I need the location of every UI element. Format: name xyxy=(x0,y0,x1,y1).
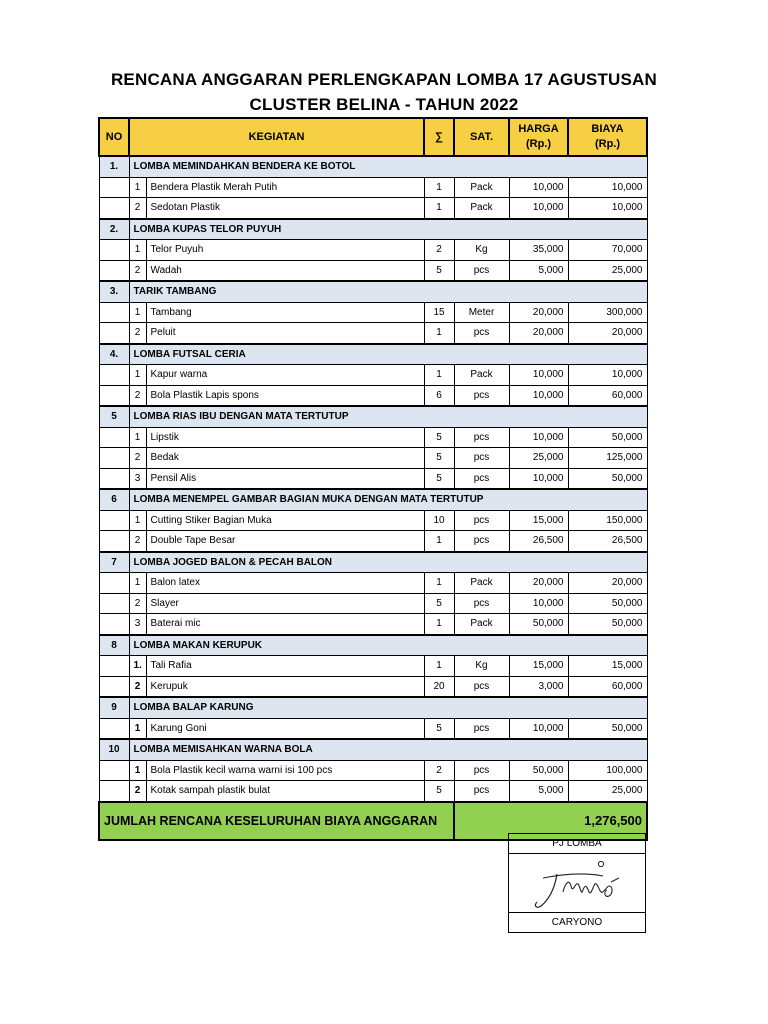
section-row xyxy=(99,489,647,510)
item-name: Kapur warna xyxy=(146,365,424,386)
item-row xyxy=(99,427,647,448)
section-row xyxy=(99,219,647,240)
item-cost: 20,000 xyxy=(568,573,647,594)
item-qty: 5 xyxy=(424,781,454,802)
item-cost: 60,000 xyxy=(568,385,647,406)
item-row xyxy=(99,198,647,219)
item-number: 1 xyxy=(129,177,146,198)
item-row xyxy=(99,781,647,802)
handwritten-signature xyxy=(523,856,633,912)
item-unit: pcs xyxy=(454,323,509,344)
item-price: 10,000 xyxy=(509,593,568,614)
item-name: Bola Plastik kecil warna warni isi 100 pcs xyxy=(146,760,424,781)
item-price: 10,000 xyxy=(509,427,568,448)
item-qty: 5 xyxy=(424,427,454,448)
header-sat: SAT. xyxy=(454,118,509,156)
item-price: 50,000 xyxy=(509,614,568,635)
item-spacer xyxy=(99,448,129,469)
section-number: 9 xyxy=(99,697,129,718)
item-spacer xyxy=(99,531,129,552)
item-name: Double Tape Besar xyxy=(146,531,424,552)
item-number: 2 xyxy=(129,531,146,552)
item-cost: 26,500 xyxy=(568,531,647,552)
item-row xyxy=(99,365,647,386)
section-row xyxy=(99,344,647,365)
section-number: 8 xyxy=(99,635,129,656)
section-row xyxy=(99,552,647,573)
item-spacer xyxy=(99,760,129,781)
table-header-row xyxy=(99,118,647,156)
item-spacer xyxy=(99,260,129,281)
item-cost: 50,000 xyxy=(568,593,647,614)
item-unit: Pack xyxy=(454,365,509,386)
item-unit: Kg xyxy=(454,656,509,677)
item-qty: 2 xyxy=(424,240,454,261)
item-cost: 100,000 xyxy=(568,760,647,781)
header-qty: ∑ xyxy=(424,118,454,156)
item-spacer xyxy=(99,781,129,802)
item-price: 10,000 xyxy=(509,198,568,219)
item-name: Bedak xyxy=(146,448,424,469)
total-value: 1,276,500 xyxy=(454,802,647,840)
item-spacer xyxy=(99,365,129,386)
section-row xyxy=(99,739,647,760)
item-unit: Pack xyxy=(454,198,509,219)
budget-table xyxy=(98,117,648,841)
signature-name: CARYONO xyxy=(509,912,645,932)
header-harga-line1: HARGA xyxy=(518,123,559,135)
item-cost: 50,000 xyxy=(568,718,647,739)
item-unit: pcs xyxy=(454,427,509,448)
header-kegiatan: KEGIATAN xyxy=(129,118,424,156)
item-price: 10,000 xyxy=(509,177,568,198)
item-qty: 1 xyxy=(424,323,454,344)
item-number: 2 xyxy=(129,448,146,469)
item-cost: 10,000 xyxy=(568,365,647,386)
document-title: RENCANA ANGGARAN PERLENGKAPAN LOMBA 17 AGUSTUSAN xyxy=(110,70,658,89)
item-spacer xyxy=(99,240,129,261)
item-spacer xyxy=(99,468,129,489)
item-spacer xyxy=(99,302,129,323)
item-cost: 150,000 xyxy=(568,510,647,531)
item-number: 1 xyxy=(129,427,146,448)
item-number: 2 xyxy=(129,385,146,406)
item-price: 10,000 xyxy=(509,718,568,739)
item-cost: 60,000 xyxy=(568,676,647,697)
item-row xyxy=(99,593,647,614)
item-qty: 5 xyxy=(424,593,454,614)
section-number: 4. xyxy=(99,344,129,365)
item-spacer xyxy=(99,198,129,219)
item-unit: pcs xyxy=(454,760,509,781)
section-row xyxy=(99,406,647,427)
item-unit: pcs xyxy=(454,718,509,739)
item-number: 3 xyxy=(129,614,146,635)
item-cost: 15,000 xyxy=(568,656,647,677)
item-number: 1. xyxy=(129,656,146,677)
item-spacer xyxy=(99,427,129,448)
item-unit: Pack xyxy=(454,177,509,198)
item-qty: 2 xyxy=(424,760,454,781)
item-row xyxy=(99,614,647,635)
item-spacer xyxy=(99,323,129,344)
section-row xyxy=(99,697,647,718)
section-title: LOMBA FUTSAL CERIA xyxy=(129,344,647,365)
item-cost: 50,000 xyxy=(568,614,647,635)
item-cost: 25,000 xyxy=(568,260,647,281)
item-price: 35,000 xyxy=(509,240,568,261)
item-row xyxy=(99,573,647,594)
item-spacer xyxy=(99,510,129,531)
item-cost: 10,000 xyxy=(568,177,647,198)
item-price: 20,000 xyxy=(509,573,568,594)
item-number: 3 xyxy=(129,468,146,489)
section-number: 2. xyxy=(99,219,129,240)
item-qty: 1 xyxy=(424,656,454,677)
item-number: 1 xyxy=(129,760,146,781)
item-price: 50,000 xyxy=(509,760,568,781)
header-biaya xyxy=(568,118,647,156)
item-spacer xyxy=(99,718,129,739)
signature-box xyxy=(508,833,646,933)
item-name: Sedotan Plastik xyxy=(146,198,424,219)
item-qty: 5 xyxy=(424,448,454,469)
item-name: Telor Puyuh xyxy=(146,240,424,261)
item-row xyxy=(99,760,647,781)
item-row xyxy=(99,323,647,344)
section-row xyxy=(99,635,647,656)
section-number: 5 xyxy=(99,406,129,427)
item-row xyxy=(99,656,647,677)
item-cost: 70,000 xyxy=(568,240,647,261)
item-price: 5,000 xyxy=(509,260,568,281)
item-number: 1 xyxy=(129,365,146,386)
item-name: Kerupuk xyxy=(146,676,424,697)
item-price: 26,500 xyxy=(509,531,568,552)
section-title: LOMBA MEMINDAHKAN BENDERA KE BOTOL xyxy=(129,156,647,177)
item-unit: pcs xyxy=(454,531,509,552)
item-spacer xyxy=(99,676,129,697)
section-title: TARIK TAMBANG xyxy=(129,281,647,302)
item-qty: 1 xyxy=(424,365,454,386)
item-price: 10,000 xyxy=(509,468,568,489)
item-price: 20,000 xyxy=(509,323,568,344)
item-unit: pcs xyxy=(454,468,509,489)
section-title: LOMBA JOGED BALON & PECAH BALON xyxy=(129,552,647,573)
item-price: 20,000 xyxy=(509,302,568,323)
item-price: 5,000 xyxy=(509,781,568,802)
item-unit: Kg xyxy=(454,240,509,261)
section-number: 10 xyxy=(99,739,129,760)
item-price: 15,000 xyxy=(509,656,568,677)
item-unit: pcs xyxy=(454,448,509,469)
item-row xyxy=(99,468,647,489)
item-number: 2 xyxy=(129,676,146,697)
item-qty: 1 xyxy=(424,614,454,635)
item-qty: 15 xyxy=(424,302,454,323)
item-row xyxy=(99,448,647,469)
item-cost: 50,000 xyxy=(568,468,647,489)
item-row xyxy=(99,510,647,531)
item-unit: pcs xyxy=(454,593,509,614)
header-harga xyxy=(509,118,568,156)
item-unit: pcs xyxy=(454,676,509,697)
item-name: Cutting Stiker Bagian Muka xyxy=(146,510,424,531)
item-number: 1 xyxy=(129,302,146,323)
item-spacer xyxy=(99,593,129,614)
item-row xyxy=(99,240,647,261)
section-number: 3. xyxy=(99,281,129,302)
item-spacer xyxy=(99,573,129,594)
item-unit: Pack xyxy=(454,573,509,594)
item-price: 3,000 xyxy=(509,676,568,697)
item-name: Pensil Alis xyxy=(146,468,424,489)
item-qty: 1 xyxy=(424,531,454,552)
item-number: 2 xyxy=(129,593,146,614)
total-label: JUMLAH RENCANA KESELURUHAN BIAYA ANGGARAN xyxy=(99,802,454,840)
item-qty: 5 xyxy=(424,718,454,739)
item-unit: pcs xyxy=(454,781,509,802)
section-title: LOMBA BALAP KARUNG xyxy=(129,697,647,718)
item-price: 10,000 xyxy=(509,365,568,386)
item-spacer xyxy=(99,177,129,198)
item-name: Bendera Plastik Merah Putih xyxy=(146,177,424,198)
item-number: 2 xyxy=(129,260,146,281)
item-name: Baterai mic xyxy=(146,614,424,635)
section-number: 1. xyxy=(99,156,129,177)
item-row xyxy=(99,302,647,323)
item-unit: pcs xyxy=(454,260,509,281)
section-row xyxy=(99,156,647,177)
item-row xyxy=(99,531,647,552)
item-name: Karung Goni xyxy=(146,718,424,739)
item-unit: Meter xyxy=(454,302,509,323)
section-number: 6 xyxy=(99,489,129,510)
item-spacer xyxy=(99,385,129,406)
signature-role: PJ LOMBA xyxy=(509,834,645,854)
item-name: Lipstik xyxy=(146,427,424,448)
item-name: Peluit xyxy=(146,323,424,344)
item-number: 1 xyxy=(129,573,146,594)
section-title: LOMBA MENEMPEL GAMBAR BAGIAN MUKA DENGAN MATA TERTUTUP xyxy=(129,489,647,510)
item-cost: 125,000 xyxy=(568,448,647,469)
item-qty: 1 xyxy=(424,573,454,594)
item-name: Tali Rafia xyxy=(146,656,424,677)
item-unit: Pack xyxy=(454,614,509,635)
item-unit: pcs xyxy=(454,510,509,531)
item-spacer xyxy=(99,614,129,635)
item-name: Tambang xyxy=(146,302,424,323)
item-number: 1 xyxy=(129,240,146,261)
header-biaya-line2: (Rp.) xyxy=(594,138,621,150)
item-qty: 1 xyxy=(424,177,454,198)
item-qty: 6 xyxy=(424,385,454,406)
item-qty: 20 xyxy=(424,676,454,697)
item-cost: 20,000 xyxy=(568,323,647,344)
item-name: Balon latex xyxy=(146,573,424,594)
section-title: LOMBA MEMISAHKAN WARNA BOLA xyxy=(129,739,647,760)
section-row xyxy=(99,281,647,302)
item-qty: 10 xyxy=(424,510,454,531)
item-qty: 5 xyxy=(424,260,454,281)
item-row xyxy=(99,385,647,406)
item-number: 1 xyxy=(129,718,146,739)
item-row xyxy=(99,177,647,198)
item-number: 1 xyxy=(129,510,146,531)
section-title: LOMBA KUPAS TELOR PUYUH xyxy=(129,219,647,240)
item-name: Bola Plastik Lapis spons xyxy=(146,385,424,406)
header-no: NO xyxy=(99,118,129,156)
section-number: 7 xyxy=(99,552,129,573)
header-harga-line2: (Rp.) xyxy=(525,138,552,150)
item-price: 25,000 xyxy=(509,448,568,469)
item-qty: 5 xyxy=(424,468,454,489)
item-name: Kotak sampah plastik bulat xyxy=(146,781,424,802)
header-biaya-line1: BIAYA xyxy=(591,123,624,135)
item-cost: 10,000 xyxy=(568,198,647,219)
item-name: Wadah xyxy=(146,260,424,281)
item-number: 2 xyxy=(129,198,146,219)
item-row xyxy=(99,718,647,739)
item-unit: pcs xyxy=(454,385,509,406)
item-name: Slayer xyxy=(146,593,424,614)
section-title: LOMBA RIAS IBU DENGAN MATA TERTUTUP xyxy=(129,406,647,427)
item-row xyxy=(99,260,647,281)
item-spacer xyxy=(99,656,129,677)
item-number: 2 xyxy=(129,781,146,802)
item-price: 10,000 xyxy=(509,385,568,406)
item-number: 2 xyxy=(129,323,146,344)
item-cost: 300,000 xyxy=(568,302,647,323)
section-title: LOMBA MAKAN KERUPUK xyxy=(129,635,647,656)
document-subtitle: CLUSTER BELINA - TAHUN 2022 xyxy=(249,95,519,114)
item-row xyxy=(99,676,647,697)
item-price: 15,000 xyxy=(509,510,568,531)
item-qty: 1 xyxy=(424,198,454,219)
item-cost: 25,000 xyxy=(568,781,647,802)
item-cost: 50,000 xyxy=(568,427,647,448)
